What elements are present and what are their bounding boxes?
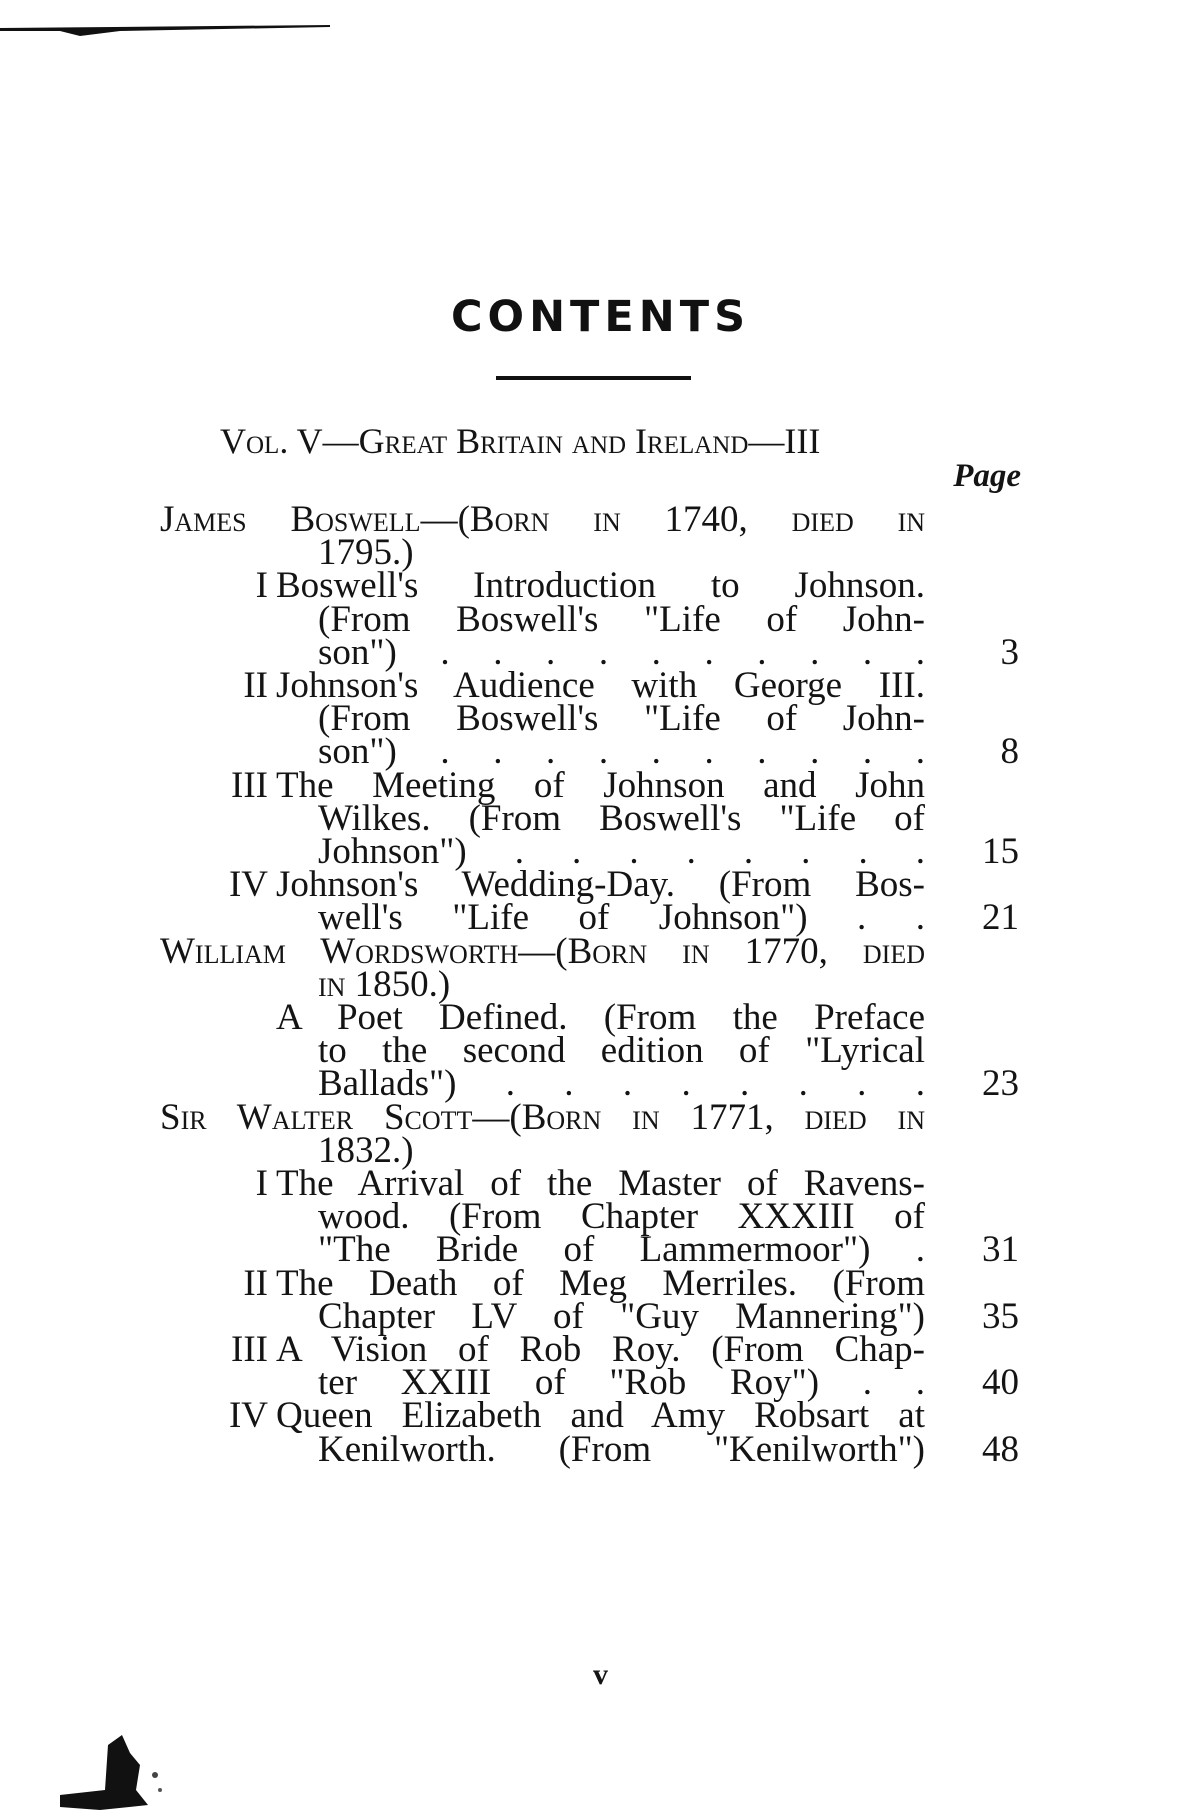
entry-title-line: son") . . . . . . . . . . (318, 731, 925, 773)
entry-title-line: Boswell's Introduction to Johnson. (276, 565, 925, 607)
entry-numeral: II (243, 1262, 268, 1304)
entry-page-number: 23 (982, 1063, 1019, 1105)
entry-title-line: "The Bride of Lammermoor") . (318, 1229, 925, 1271)
entry-title-line: Johnson's Wedding-Day. (From Bos- (276, 864, 925, 906)
author-heading: in 1850.) (318, 963, 451, 1005)
entry-numeral: II (243, 665, 268, 706)
author-heading: 1795.) (318, 532, 414, 574)
entry-title-line: The Death of Meg Merriles. (From (276, 1262, 925, 1304)
entry-page-number: 35 (982, 1295, 1019, 1337)
entry-numeral: I (255, 565, 268, 607)
entry-title-line: well's "Life of Johnson") . . (318, 897, 925, 939)
entry-title-line: Johnson's Audience with George III. (276, 665, 925, 706)
entry-page-number: 21 (982, 897, 1019, 939)
entry-numeral: III (231, 764, 268, 806)
entry-numeral: IV (228, 864, 268, 906)
entry-title-line: Chapter LV of "Guy Mannering") (318, 1295, 925, 1337)
entry-title-line: The Meeting of Johnson and John (276, 764, 925, 806)
entry-title-line: Johnson") . . . . . . . . (318, 831, 925, 872)
author-heading: Sir Walter Scott—(Born in 1771, died in (160, 1096, 925, 1138)
author-heading: James Boswell—(Born in 1740, died in (160, 499, 925, 540)
page-folio: v (593, 1658, 608, 1691)
entry-title-line: The Arrival of the Master of Ravens- (276, 1163, 925, 1204)
entry-numeral: I (255, 1163, 268, 1204)
entry-page-number: 15 (982, 831, 1019, 872)
entry-title-line: A Poet Defined. (From the Preface (276, 997, 925, 1038)
entry-title-line: Kenilworth. (From "Kenilworth") (318, 1428, 925, 1470)
entry-page-number: 40 (982, 1362, 1019, 1404)
page-column-header: Page (953, 458, 1021, 494)
page-title: CONTENTS (450, 292, 751, 342)
entry-page-number: 48 (982, 1428, 1019, 1470)
entry-title-line: A Vision of Rob Roy. (From Chap- (276, 1329, 925, 1370)
entry-title-line: wood. (From Chapter XXXIII of (318, 1196, 925, 1238)
scan-artifact-bottom (60, 1735, 180, 1810)
entry-page-number: 31 (982, 1229, 1019, 1271)
author-heading: William Wordsworth—(Born in 1770, died (160, 930, 925, 972)
volume-heading: Vol. V—Great Britain and Ireland—III (220, 421, 821, 461)
entry-title-line: (From Boswell's "Life of John- (318, 598, 925, 640)
entry-title-line: Ballads") . . . . . . . . (318, 1063, 925, 1105)
entry-title-line: to the second edition of "Lyrical (318, 1030, 925, 1072)
entry-numeral: IV (228, 1395, 268, 1437)
entry-numeral: III (231, 1329, 268, 1370)
entry-page-number: 8 (1000, 731, 1019, 773)
entry-page-number: 3 (1000, 631, 1019, 673)
author-heading: 1832.) (318, 1129, 414, 1171)
entry-title-line: Queen Elizabeth and Amy Robsart at (276, 1395, 925, 1437)
entry-title-line: son") . . . . . . . . . . (318, 631, 925, 673)
entry-title-line: ter XXIII of "Rob Roy") . . (318, 1362, 925, 1404)
entry-title-line: Wilkes. (From Boswell's "Life of (318, 797, 925, 839)
entry-title-line: (From Boswell's "Life of John- (318, 698, 925, 740)
